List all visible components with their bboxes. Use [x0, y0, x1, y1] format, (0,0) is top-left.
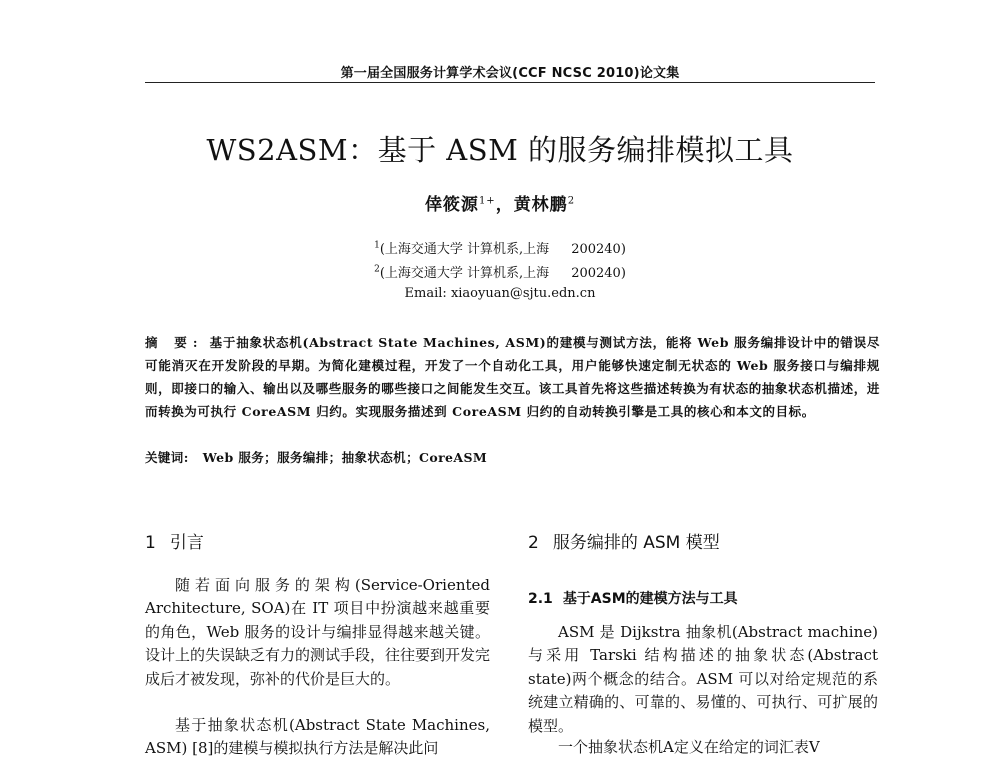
affiliation-1-postcode: 200240): [571, 242, 626, 257]
section-2-heading: [528, 528, 720, 553]
affiliation-2-postcode: 200240): [571, 266, 626, 281]
authors: [0, 190, 1000, 215]
subsection-2-1-heading: [528, 588, 738, 608]
section-1-number: 1: [145, 533, 156, 553]
header-rule: [145, 82, 875, 83]
email: Email: xiaoyuan@sjtu.edn.cn: [404, 286, 596, 301]
subsection-2-1-title: 基于ASM的建模方法与工具: [562, 591, 738, 607]
section-1-heading: [145, 528, 204, 553]
keywords-label: 关键词:: [145, 450, 189, 465]
affiliation-2-sup: 2: [374, 264, 380, 275]
author-separator: ，: [495, 195, 514, 215]
section-1-title: 引言: [169, 533, 204, 553]
abstract: [145, 331, 880, 423]
section-1-paragraph-1: 随若面向服务的架构(Service-Oriented Architecture, SOA)在 IT 项目中扮演越来越重要的角色，Web 服务的设计与编排显得越来越关键。设计上的失误缺乏有力的测试手段，往往要到开发完成后才被发现，弥补的代价是巨大的。: [145, 576, 491, 688]
affiliation-1: [0, 238, 1000, 257]
keywords-text: Web 服务；服务编排；抽象状态机；CoreASM: [202, 450, 488, 465]
subsection-2-1-number: 2.1: [528, 591, 553, 607]
section-2-title: 服务编排的 ASM 模型: [552, 533, 720, 553]
abstract-label: 摘 要:: [145, 335, 204, 350]
paper-title: WS2ASM：基于 ASM 的服务编排模拟工具: [206, 133, 794, 167]
section-2-paragraph-2: 一个抽象状态机A定义在给定的词汇表V: [558, 738, 820, 756]
author-2-sup: 2: [567, 195, 576, 207]
author-1-sup: 1+: [478, 195, 496, 207]
abstract-text: 基于抽象状态机(Abstract State Machines, ASM)的建模与测试方法，能将 Web 服务编排设计中的错误尽可能消灭在开发阶段的早期。为简化建模过程，开发了一个自动化工具，用户能够快速定制无状态的 Web 服务接口与编排规则，即接口的输入、输出以及哪些服务的哪些接口之间能发生交互。该工具首先将这些描述转换为有状态的抽象状态机描述，进而转换为可执行 CoreASM 归约。实现服务描述到 CoreASM 归约的自动转换引擎是工具的核心和本文的目标。: [145, 335, 880, 419]
affiliation-1-sup: 1: [374, 240, 380, 251]
keywords: [145, 448, 880, 466]
author-1: 倖筱源: [424, 195, 479, 215]
author-2: 黄林鹏: [513, 195, 568, 215]
running-header: 第一届全国服务计算学术会议(CCF NCSC 2010)论文集: [340, 66, 680, 81]
affiliation-2-text: (上海交通大学 计算机系,上海: [379, 266, 550, 281]
section-2-paragraph-1: ASM 是 Dijkstra 抽象机(Abstract machine)与采用 Tarski 结构描述的抽象状态(Abstract state)两个概念的结合。ASM 可以对给定规范的系统建立精确的、可靠的、易懂的、可执行、可扩展的模型。: [528, 623, 878, 735]
affiliation-2: [0, 262, 1000, 281]
section-2-number: 2: [528, 533, 539, 553]
affiliation-1-text: (上海交通大学 计算机系,上海: [379, 242, 550, 257]
section-1-paragraph-2: 基于抽象状态机(Abstract State Machines, ASM) [8]的建模与模拟执行方法是解决此问: [145, 716, 490, 758]
